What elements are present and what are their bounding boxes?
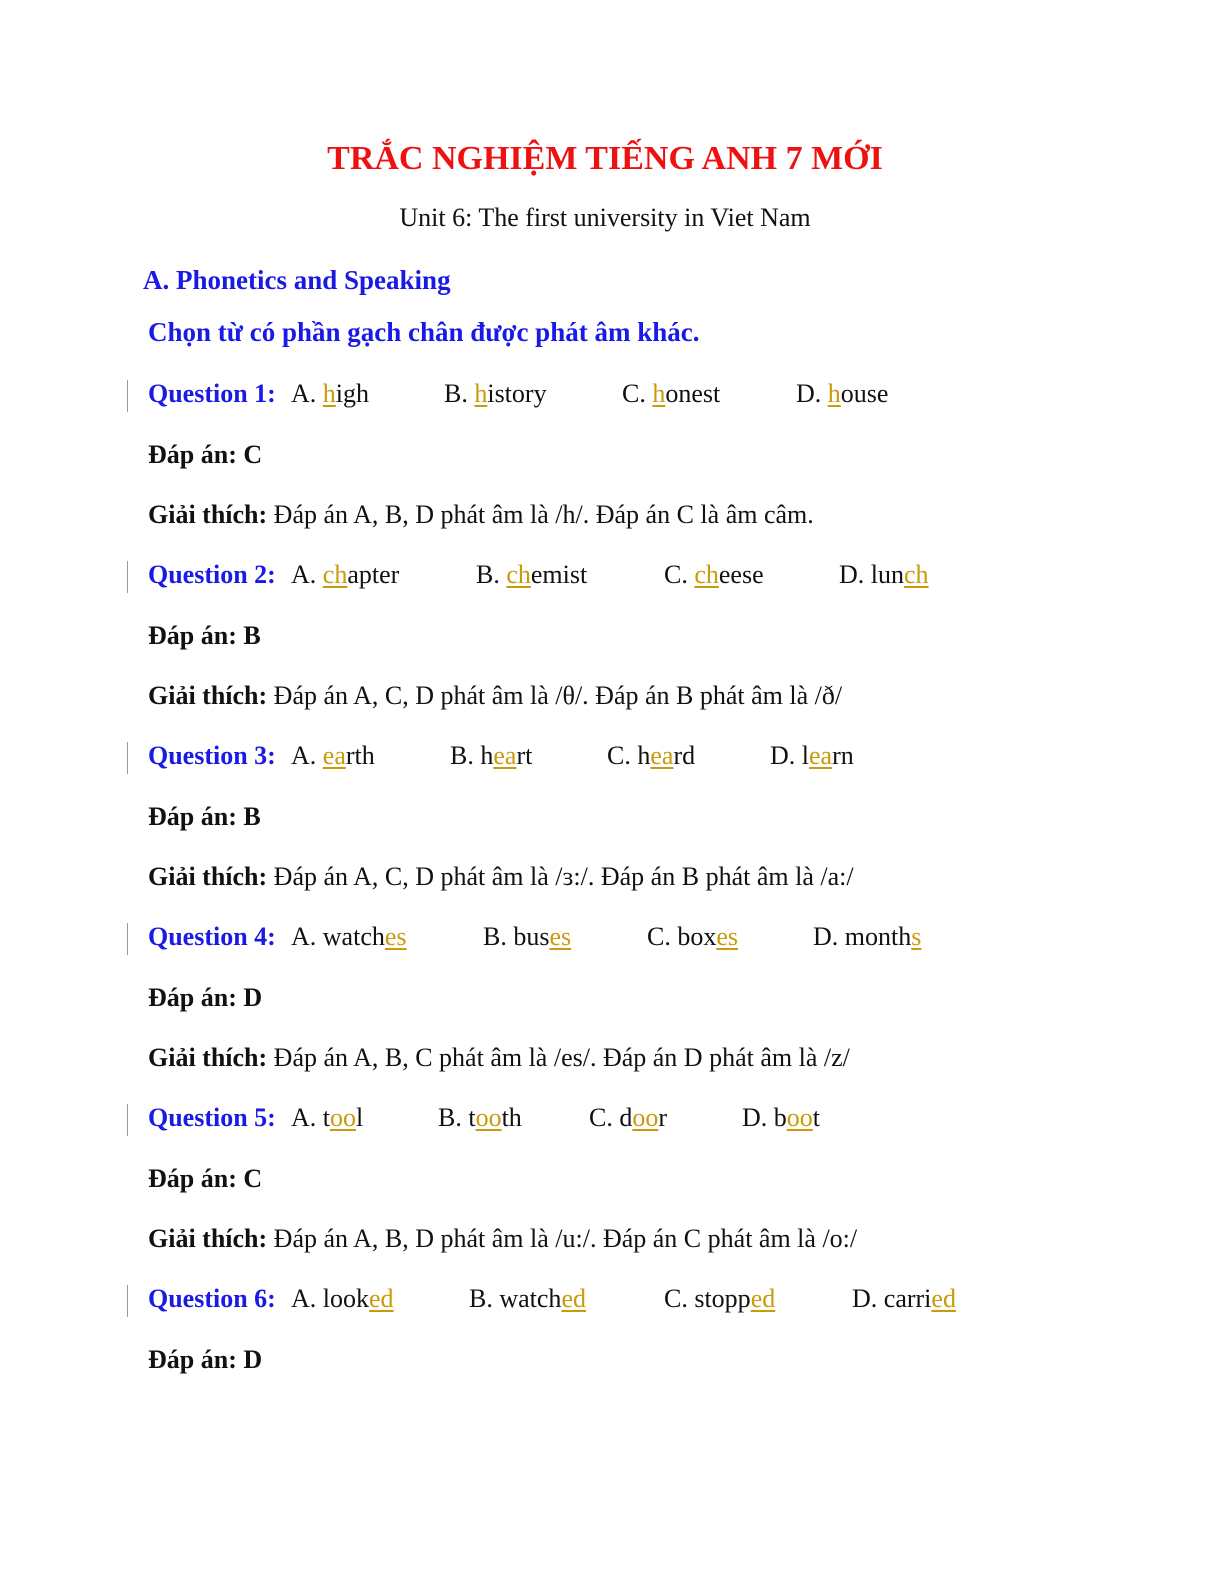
option-b: B. heart bbox=[450, 741, 533, 770]
question-margin-marker bbox=[127, 380, 128, 412]
answer-line: Đáp án: D bbox=[148, 983, 263, 1012]
underlined-part: oo bbox=[475, 1103, 502, 1132]
section-heading: A. Phonetics and Speaking bbox=[143, 265, 451, 295]
option-a: A. looked bbox=[291, 1284, 394, 1313]
underlined-part: ea bbox=[809, 741, 833, 770]
underlined-part: ed bbox=[369, 1284, 394, 1313]
option-a: A. tool bbox=[291, 1103, 364, 1132]
explanation-line: Giải thích: Đáp án A, B, D phát âm là /u:/. Đáp án C phát âm là /o:/ bbox=[148, 1224, 858, 1253]
explanation-line: Giải thích: Đáp án A, B, D phát âm là /h/. Đáp án C là âm câm. bbox=[148, 500, 814, 529]
answer-line: Đáp án: D bbox=[148, 1345, 263, 1374]
underlined-part: ea bbox=[650, 741, 674, 770]
option-d: D. boot bbox=[742, 1103, 821, 1132]
question-row bbox=[148, 741, 854, 771]
underlined-part: h bbox=[652, 379, 666, 408]
underlined-part: es bbox=[716, 922, 739, 951]
option-a: A. chapter bbox=[291, 560, 400, 589]
underlined-part: ea bbox=[493, 741, 517, 770]
option-b: B. watched bbox=[469, 1284, 586, 1313]
question-row bbox=[148, 379, 889, 409]
question-label: Question 6: bbox=[148, 1284, 276, 1313]
option-d: D. carried bbox=[852, 1284, 956, 1313]
underlined-part: ch bbox=[694, 560, 719, 589]
question-row bbox=[148, 560, 929, 590]
answer-line: Đáp án: C bbox=[148, 440, 263, 469]
underlined-part: ea bbox=[322, 741, 346, 770]
underlined-part: h bbox=[474, 379, 488, 408]
option-c: C. heard bbox=[607, 741, 696, 770]
question-margin-marker bbox=[127, 742, 128, 774]
option-b: B. buses bbox=[483, 922, 572, 951]
underlined-part: ed bbox=[561, 1284, 586, 1313]
option-c: C. boxes bbox=[647, 922, 739, 951]
option-d: D. months bbox=[813, 922, 922, 951]
underlined-part: h bbox=[827, 379, 841, 408]
option-c: C. stopped bbox=[664, 1284, 776, 1313]
explanation-line: Giải thích: Đáp án A, C, D phát âm là /ɜ:/. Đáp án B phát âm là /a:/ bbox=[148, 862, 854, 891]
option-c: C. door bbox=[589, 1103, 668, 1132]
question-label: Question 5: bbox=[148, 1103, 276, 1132]
question-label: Question 1: bbox=[148, 379, 276, 408]
explanation-line: Giải thích: Đáp án A, C, D phát âm là /θ/. Đáp án B phát âm là /ð/ bbox=[148, 681, 843, 710]
question-row bbox=[148, 1103, 821, 1133]
option-b: B. chemist bbox=[476, 560, 588, 589]
underlined-part: es bbox=[384, 922, 407, 951]
option-a: A. high bbox=[291, 379, 370, 408]
underlined-part: ch bbox=[322, 560, 348, 589]
answer-line: Đáp án: B bbox=[148, 621, 261, 650]
underlined-part: ch bbox=[506, 560, 531, 589]
option-a: A. earth bbox=[291, 741, 375, 770]
question-margin-marker bbox=[127, 923, 128, 955]
option-b: B. tooth bbox=[438, 1103, 522, 1132]
page-title: TRẮC NGHIỆM TIẾNG ANH 7 MỚI bbox=[327, 140, 883, 177]
underlined-part: h bbox=[322, 379, 336, 408]
option-d: D. lunch bbox=[839, 560, 929, 589]
option-d: D. learn bbox=[770, 741, 854, 770]
answer-line: Đáp án: B bbox=[148, 802, 261, 831]
underlined-part: ed bbox=[750, 1284, 776, 1313]
question-label: Question 4: bbox=[148, 922, 276, 951]
underlined-part: oo bbox=[632, 1103, 659, 1132]
explanation-line: Giải thích: Đáp án A, B, C phát âm là /es/. Đáp án D phát âm là /z/ bbox=[148, 1043, 850, 1072]
underlined-part: ch bbox=[904, 560, 929, 589]
question-row bbox=[148, 922, 922, 952]
underlined-part: es bbox=[549, 922, 572, 951]
question-margin-marker bbox=[127, 561, 128, 593]
question-label: Question 3: bbox=[148, 741, 276, 770]
underlined-part: oo bbox=[330, 1103, 357, 1132]
option-b: B. history bbox=[444, 379, 547, 408]
question-margin-marker bbox=[127, 1104, 128, 1136]
option-a: A. watches bbox=[291, 922, 407, 951]
question-margin-marker bbox=[127, 1285, 128, 1317]
option-c: C. honest bbox=[622, 379, 721, 408]
option-c: C. cheese bbox=[664, 560, 764, 589]
question-row bbox=[148, 1284, 956, 1314]
underlined-part: s bbox=[911, 922, 922, 951]
option-d: D. house bbox=[796, 379, 889, 408]
underlined-part: ed bbox=[931, 1284, 956, 1313]
underlined-part: oo bbox=[786, 1103, 813, 1132]
answer-line: Đáp án: C bbox=[148, 1164, 263, 1193]
unit-subtitle: Unit 6: The first university in Viet Nam bbox=[399, 203, 811, 232]
instruction-text: Chọn từ có phần gạch chân được phát âm khác. bbox=[148, 317, 700, 347]
question-label: Question 2: bbox=[148, 560, 276, 589]
